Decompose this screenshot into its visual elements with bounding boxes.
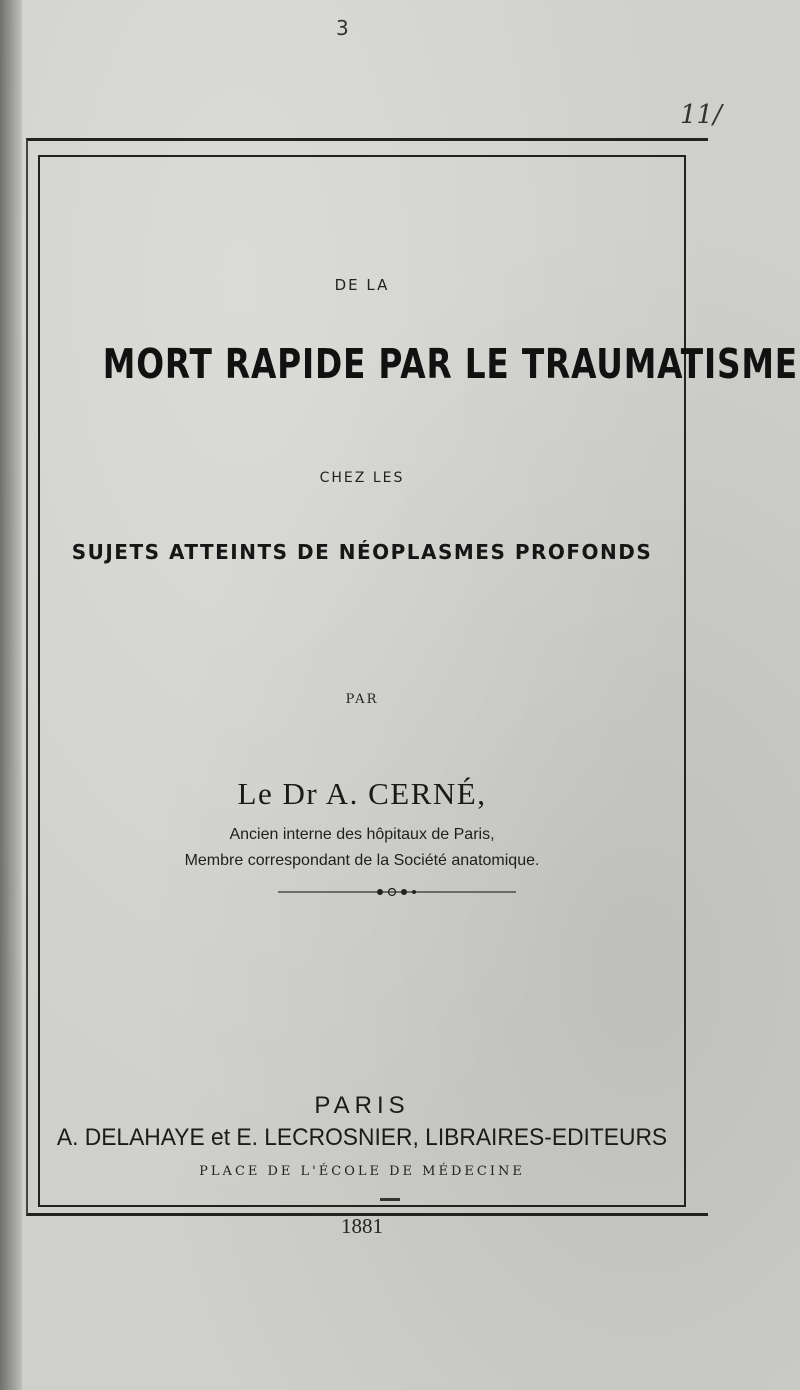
main-title: MORT RAPIDE PAR LE TRAUMATISME	[102, 340, 799, 388]
short-rule	[380, 1198, 400, 1201]
inner-frame	[38, 155, 799, 1207]
subtitle: SUJETS ATTEINTS DE NÉOPLASMES PROFONDS	[71, 540, 653, 564]
page-mark: 3	[336, 16, 349, 40]
connector-text: CHEZ LES	[319, 470, 405, 486]
publisher: A. DELAHAYE et E. LECROSNIER, LIBRAIRES-EDITEURS	[56, 1124, 668, 1151]
by-text: PAR	[345, 692, 379, 707]
city: PARIS	[314, 1092, 410, 1119]
pre-title: DE LA	[334, 276, 390, 294]
publisher-address: PLACE DE L'ÉCOLE DE MÉDECINE	[199, 1164, 525, 1179]
binding-shadow	[0, 0, 22, 1390]
corner-mark: 11/	[680, 100, 722, 130]
ornamental-rule	[278, 886, 516, 898]
publication-year: 1881	[341, 1214, 383, 1238]
author-description-1: Ancien interne des hôpitaux de Paris,	[229, 826, 495, 843]
author-name: Le Dr A. CERNÉ,	[237, 776, 487, 811]
author-description-2: Membre correspondant de la Société anatomique.	[184, 852, 540, 869]
